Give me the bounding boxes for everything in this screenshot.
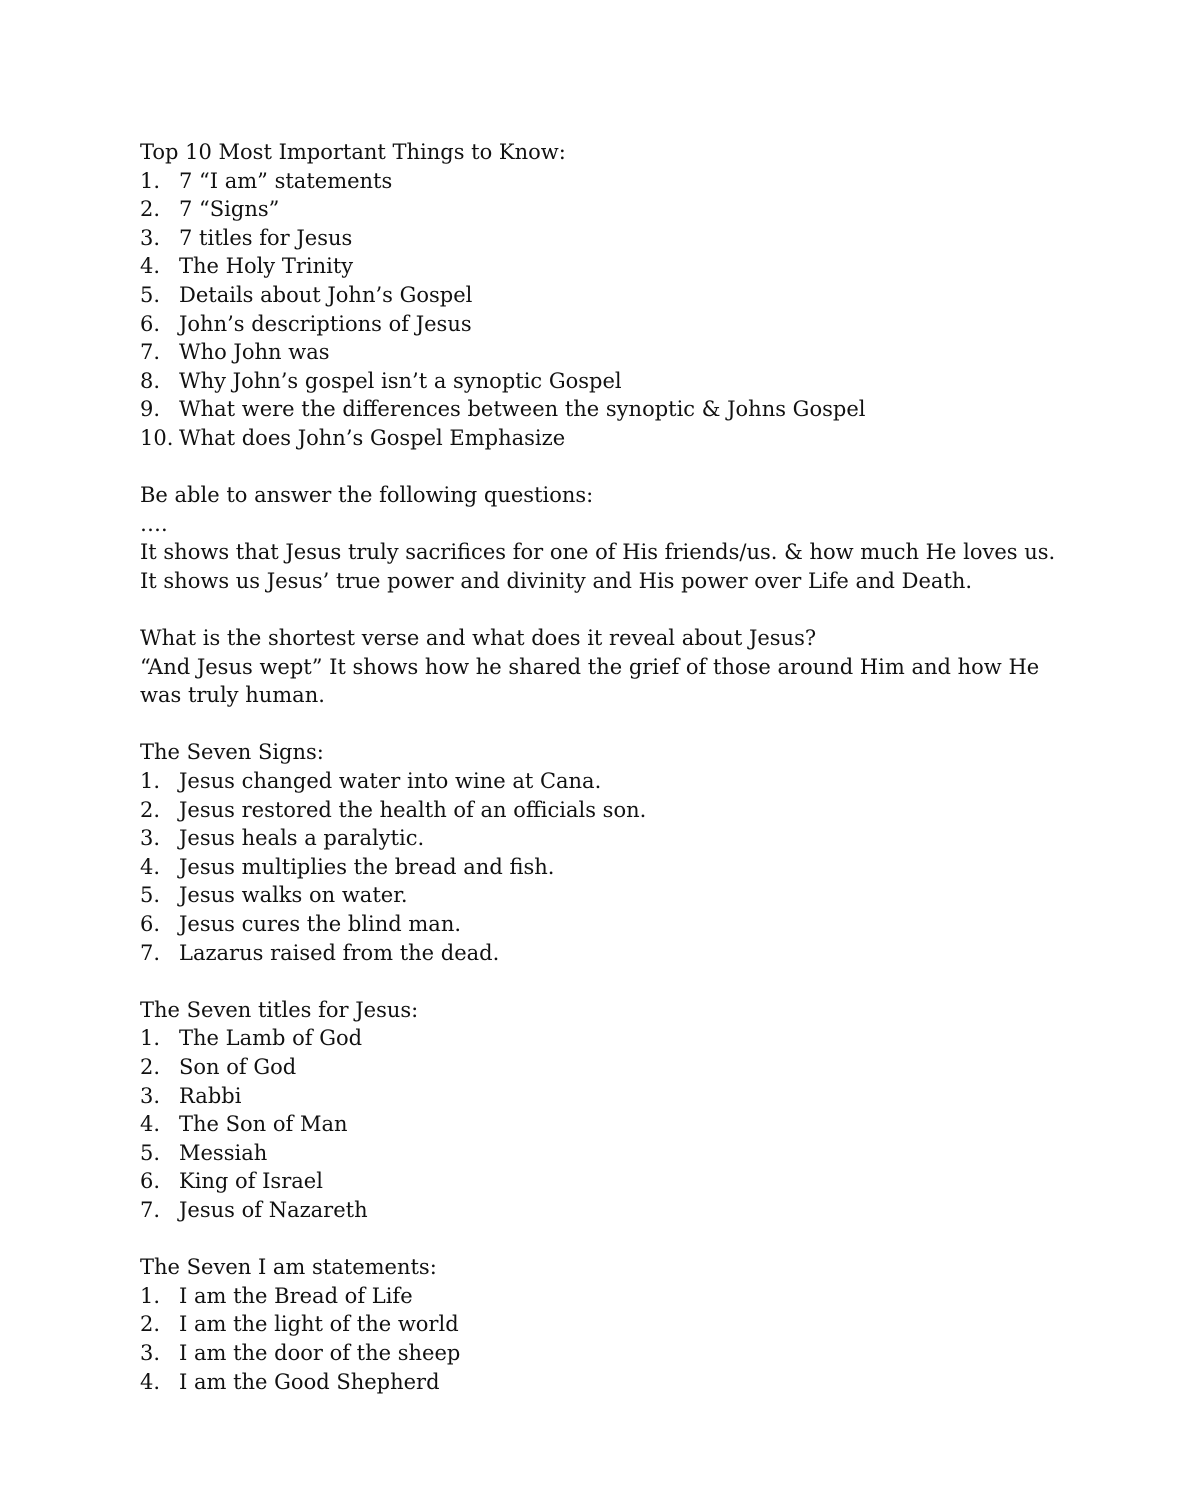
list-item <box>140 910 1070 939</box>
list-number: 1. <box>140 1026 161 1051</box>
list-text: King of Israel <box>179 1169 323 1194</box>
list-text: The Son of Man <box>179 1112 348 1137</box>
titles-section <box>140 996 1070 1225</box>
top10-list <box>140 167 1070 453</box>
list-item <box>140 1368 1070 1397</box>
list-number: 10. <box>140 425 174 450</box>
list-item <box>140 338 1070 367</box>
top10-heading: Top 10 Most Important Things to Know: <box>140 140 566 164</box>
list-number: 6. <box>140 1169 161 1194</box>
list-text: I am the Good Shepherd <box>179 1369 440 1394</box>
list-text: Jesus walks on water. <box>179 883 408 908</box>
list-text: The Holy Trinity <box>179 254 354 279</box>
list-text: 7 “Signs” <box>179 197 280 222</box>
list-text: Details about John’s Gospel <box>179 282 473 307</box>
signs-heading: The Seven Signs: <box>140 740 324 765</box>
blank-line <box>140 453 1070 482</box>
list-text: 7 “I am” statements <box>179 168 393 193</box>
list-item <box>140 195 1070 224</box>
list-item <box>140 1339 1070 1368</box>
list-item <box>140 939 1070 968</box>
list-item <box>140 796 1070 825</box>
list-item <box>140 767 1070 796</box>
list-number: 3. <box>140 1083 161 1108</box>
question-text: What is the shortest verse and what does it reveal about Jesus? <box>140 626 817 651</box>
list-item <box>140 224 1070 253</box>
list-number: 1. <box>140 168 161 193</box>
list-number: 4. <box>140 1112 161 1137</box>
list-text: I am the Bread of Life <box>179 1283 413 1308</box>
list-item <box>140 1024 1070 1053</box>
list-text: Jesus restored the health of an officials son. <box>179 797 647 822</box>
list-number: 9. <box>140 397 161 422</box>
list-item <box>140 310 1070 339</box>
list-text: The Lamb of God <box>179 1026 363 1051</box>
signs-section <box>140 738 1070 967</box>
list-item <box>140 1310 1070 1339</box>
list-text: 7 titles for Jesus <box>179 225 353 250</box>
list-item <box>140 1139 1070 1168</box>
list-number: 6. <box>140 912 161 937</box>
list-text: Jesus of Nazareth <box>179 1197 368 1222</box>
blank-line <box>140 967 1070 996</box>
titles-heading: The Seven titles for Jesus: <box>140 997 419 1022</box>
list-number: 7. <box>140 340 161 365</box>
list-number: 3. <box>140 1340 161 1365</box>
list-number: 8. <box>140 368 161 393</box>
list-item <box>140 395 1070 424</box>
list-number: 5. <box>140 1140 161 1165</box>
list-number: 2. <box>140 197 161 222</box>
blank-line <box>140 596 1070 625</box>
list-item <box>140 367 1070 396</box>
list-text: What were the differences between the synoptic & Johns Gospel <box>179 397 866 422</box>
list-text: Jesus multiplies the bread and fish. <box>179 854 555 879</box>
document-page <box>140 138 1070 1396</box>
ellipsis-text: …. <box>140 511 168 536</box>
list-number: 4. <box>140 254 161 279</box>
list-item <box>140 1110 1070 1139</box>
list-item <box>140 252 1070 281</box>
list-text: What does John’s Gospel Emphasize <box>179 425 566 450</box>
list-item <box>140 881 1070 910</box>
list-number: 3. <box>140 225 161 250</box>
iam-list <box>140 1282 1070 1396</box>
list-number: 3. <box>140 826 161 851</box>
list-number: 4. <box>140 1369 161 1394</box>
list-text: I am the light of the world <box>179 1312 459 1337</box>
list-text: Who John was <box>179 340 330 365</box>
list-number: 2. <box>140 797 161 822</box>
signs-list <box>140 767 1070 967</box>
list-text: Why John’s gospel isn’t a synoptic Gospel <box>179 368 622 393</box>
questions-section <box>140 481 1070 710</box>
list-text: John’s descriptions of Jesus <box>179 311 472 336</box>
list-number: 2. <box>140 1055 161 1079</box>
list-number: 4. <box>140 854 161 879</box>
list-text: Jesus changed water into wine at Cana. <box>179 769 602 794</box>
list-item <box>140 824 1070 853</box>
list-text: Jesus cures the blind man. <box>179 912 462 937</box>
list-text: Rabbi <box>179 1083 242 1108</box>
list-number: 1. <box>140 1283 161 1308</box>
list-text: Jesus heals a paralytic. <box>179 826 425 851</box>
list-text: I am the door of the sheep <box>179 1340 461 1365</box>
list-text: Messiah <box>179 1140 268 1165</box>
list-text: Lazarus raised from the dead. <box>179 940 500 965</box>
answer-paragraph: “And Jesus wept” It shows how he shared the grief of those around Him and how He was truly human. <box>140 654 1040 708</box>
list-number: 5. <box>140 282 161 307</box>
list-number: 5. <box>140 883 161 908</box>
list-item <box>140 1082 1070 1111</box>
titles-list <box>140 1024 1070 1224</box>
list-item <box>140 1053 1070 1082</box>
list-item <box>140 1167 1070 1196</box>
list-number: 7. <box>140 1197 161 1222</box>
iam-heading: The Seven I am statements: <box>140 1255 437 1280</box>
answer-paragraph: It shows that Jesus truly sacrifices for one of His friends/us. & how much He loves us. It shows us Jesus’ true power and divinity and His power over Life and Death. <box>140 540 1056 593</box>
list-number: 7. <box>140 940 161 965</box>
list-item <box>140 853 1070 882</box>
list-number: 1. <box>140 769 161 794</box>
list-item <box>140 281 1070 310</box>
iam-section <box>140 1253 1070 1396</box>
list-number: 2. <box>140 1312 161 1337</box>
list-number: 6. <box>140 311 161 336</box>
list-item <box>140 1196 1070 1225</box>
blank-line <box>140 1225 1070 1254</box>
list-item <box>140 1282 1070 1311</box>
list-item <box>140 424 1070 453</box>
list-item <box>140 167 1070 196</box>
list-text: Son of God <box>179 1055 297 1079</box>
top10-section <box>140 138 1070 453</box>
questions-heading: Be able to answer the following questions: <box>140 483 594 508</box>
blank-line <box>140 710 1070 739</box>
